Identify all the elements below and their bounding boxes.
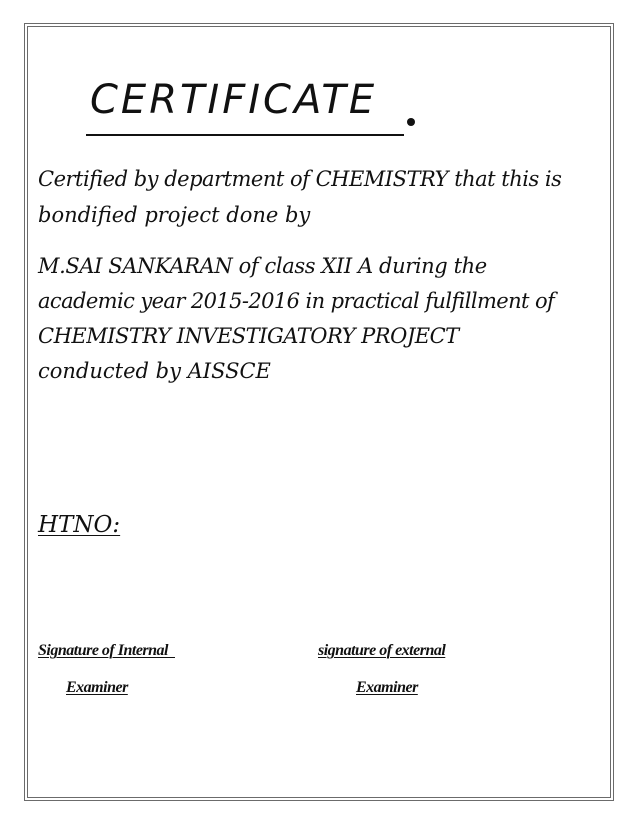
body-line-1: Certified by department of CHEMISTRY that this is <box>38 167 562 191</box>
certificate-title: CERTIFICATE <box>90 77 378 123</box>
title-underline <box>86 134 404 136</box>
body-line-3: M.SAI SANKARAN of class XII A during the <box>38 254 487 278</box>
title-period <box>407 118 415 126</box>
external-examiner-label: Examiner <box>356 679 418 696</box>
body-line-6: conducted by AISSCE <box>38 359 271 383</box>
body-line-4: academic year 2015-2016 in practical fulfillment of <box>38 289 555 313</box>
internal-examiner-label: Examiner <box>66 679 128 696</box>
external-signature-label: signature of external <box>318 642 446 659</box>
htno-label: HTNO: <box>38 512 121 538</box>
body-line-2: bondified project done by <box>38 203 311 227</box>
body-line-5: CHEMISTRY INVESTIGATORY PROJECT <box>38 324 459 348</box>
internal-signature-label: Signature of Internal <box>38 642 175 659</box>
